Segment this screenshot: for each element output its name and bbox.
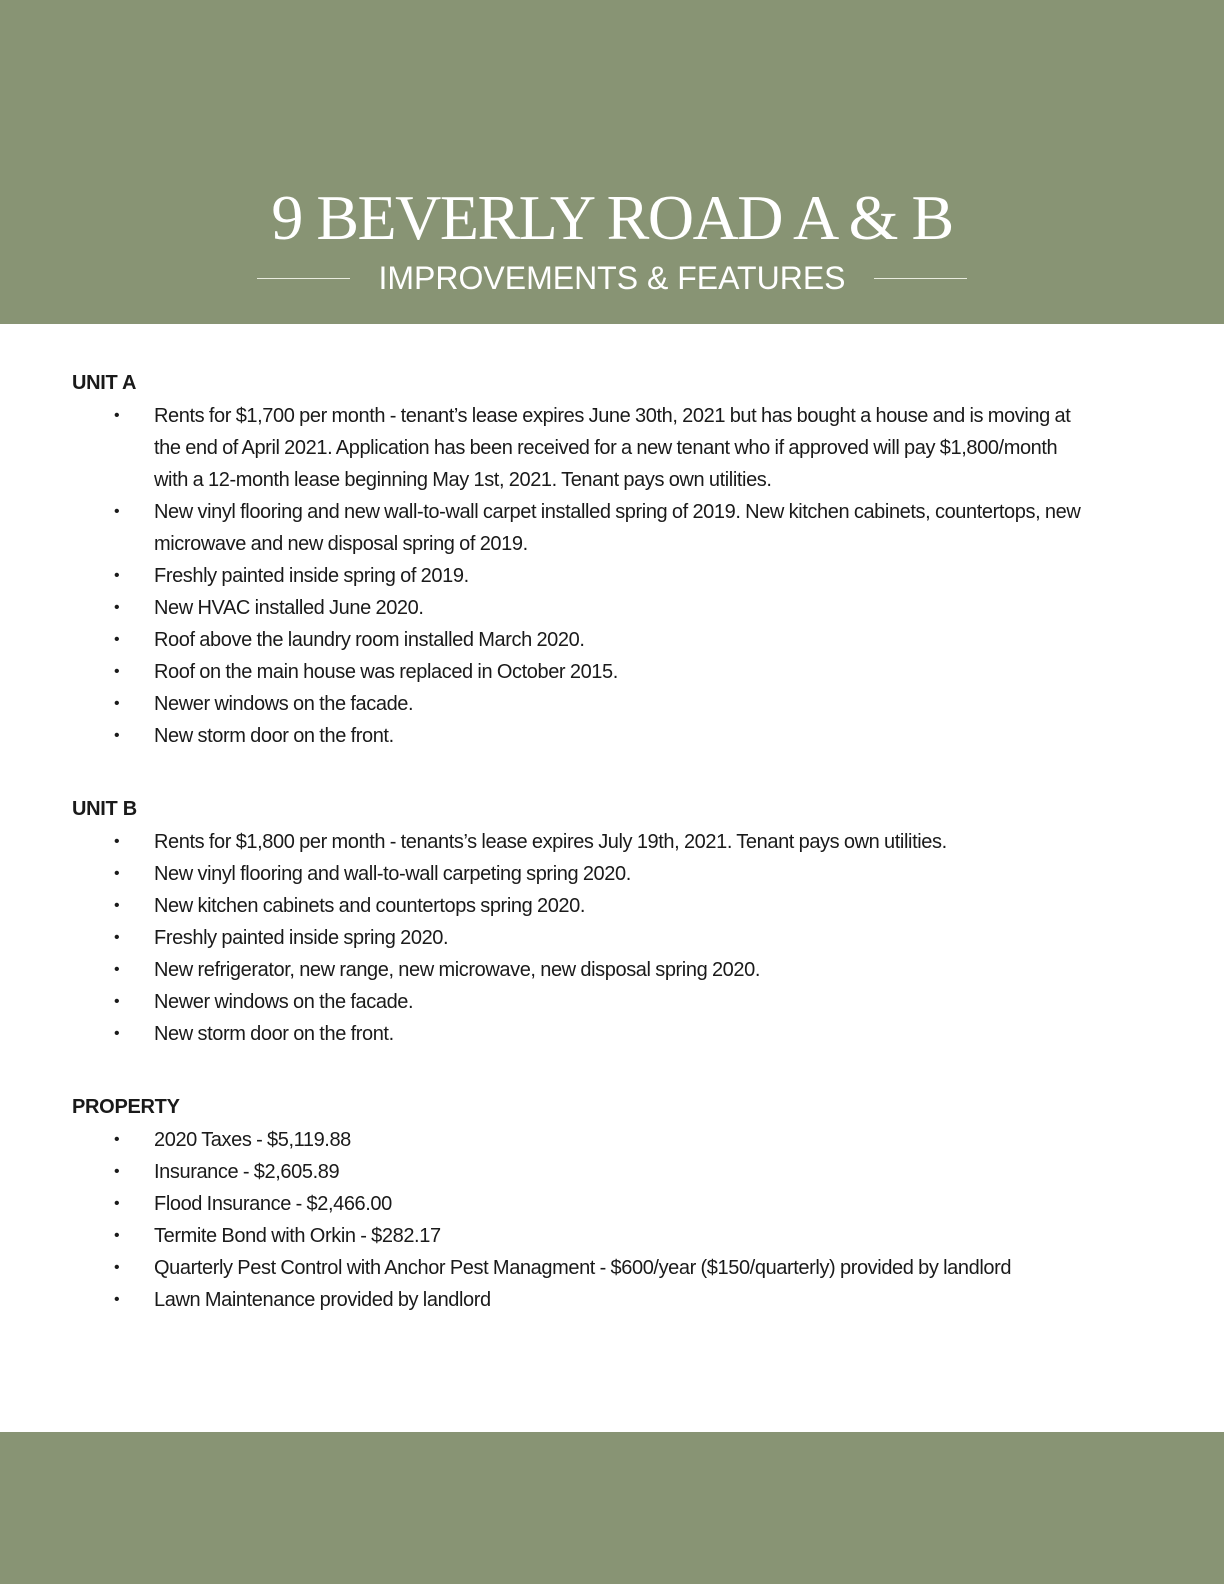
section-heading: UNIT A: [72, 372, 137, 394]
bullet-icon: •: [114, 1259, 120, 1276]
header-band: [0, 0, 1224, 324]
list-item: [72, 890, 1082, 922]
bullet-icon: •: [114, 929, 120, 946]
list-item-text: Roof on the main house was replaced in October 2015.: [154, 661, 618, 683]
list-item: [72, 1284, 1082, 1316]
list-item-text: Freshly painted inside spring 2020.: [154, 927, 449, 949]
list-item: [72, 592, 1082, 624]
section-gap: [72, 1050, 1082, 1092]
section-unit-b: [72, 794, 1082, 1050]
list-item-text: Insurance - $2,605.89: [154, 1161, 340, 1183]
bullet-icon: •: [114, 993, 120, 1010]
bullet-list: [72, 400, 1082, 752]
list-item-text: Flood Insurance - $2,466.00: [154, 1193, 392, 1215]
footer-band: [0, 1432, 1224, 1584]
bullet-icon: •: [114, 663, 120, 680]
list-item-text: New vinyl flooring and wall-to-wall carpeting spring 2020.: [154, 863, 631, 885]
list-item: [72, 624, 1082, 656]
bullet-icon: •: [114, 503, 120, 520]
section-property: [72, 1092, 1082, 1316]
bullet-icon: •: [114, 695, 120, 712]
content: [72, 368, 1082, 1316]
list-item-text: 2020 Taxes - $5,119.88: [154, 1129, 351, 1151]
list-item: [72, 496, 1082, 560]
list-item-text: New kitchen cabinets and countertops spring 2020.: [154, 895, 586, 917]
list-item-text: New HVAC installed June 2020.: [154, 597, 424, 619]
list-item-text: Newer windows on the facade.: [154, 693, 414, 715]
bullet-icon: •: [114, 1227, 120, 1244]
right-rule: [874, 278, 967, 279]
bullet-icon: •: [114, 865, 120, 882]
list-item-text: Newer windows on the facade.: [154, 991, 414, 1013]
list-item-text: New storm door on the front.: [154, 1023, 394, 1045]
section-heading: UNIT B: [72, 798, 137, 820]
list-item-text: New storm door on the front.: [154, 725, 394, 747]
list-item: [72, 922, 1082, 954]
bullet-list: [72, 826, 1082, 1050]
list-item: [72, 954, 1082, 986]
bullet-icon: •: [114, 897, 120, 914]
bullet-icon: •: [114, 1025, 120, 1042]
list-item-text: Rents for $1,700 per month - tenant’s lease expires June 30th, 2021 but has bought a house and is moving at the end of April 2021. Application has been received for a new tenant who if approved will pay $1,800/month with a 12-month lease beginning May 1st, 2021. Tenant pays own utilities.: [154, 405, 1071, 491]
list-item: [72, 1018, 1082, 1050]
subtitle-row: [0, 258, 1224, 298]
list-item-text: Rents for $1,800 per month - tenants’s lease expires July 19th, 2021. Tenant pays own utilities.: [154, 831, 947, 853]
list-item: [72, 1188, 1082, 1220]
list-item-text: Roof above the laundry room installed March 2020.: [154, 629, 585, 651]
list-item: [72, 1156, 1082, 1188]
list-item-text: Lawn Maintenance provided by landlord: [154, 1289, 491, 1311]
page-title: 9 BEVERLY ROAD A & B: [271, 182, 953, 253]
list-item: [72, 688, 1082, 720]
list-item: [72, 400, 1082, 496]
section-heading: PROPERTY: [72, 1096, 180, 1118]
left-rule: [257, 278, 350, 279]
bullet-icon: •: [114, 961, 120, 978]
bullet-icon: •: [114, 631, 120, 648]
bullet-icon: •: [114, 1291, 120, 1308]
list-item: [72, 858, 1082, 890]
list-item: [72, 1252, 1082, 1284]
bullet-list: [72, 1124, 1082, 1316]
bullet-icon: •: [114, 727, 120, 744]
list-item: [72, 826, 1082, 858]
bullet-icon: •: [114, 1163, 120, 1180]
bullet-icon: •: [114, 833, 120, 850]
list-item: [72, 560, 1082, 592]
page-subtitle: IMPROVEMENTS & FEATURES: [378, 260, 846, 296]
bullet-icon: •: [114, 567, 120, 584]
bullet-icon: •: [114, 1131, 120, 1148]
section-gap: [72, 752, 1082, 794]
bullet-icon: •: [114, 407, 120, 424]
section-unit-a: [72, 368, 1082, 752]
bullet-icon: •: [114, 599, 120, 616]
list-item: [72, 986, 1082, 1018]
list-item-text: Freshly painted inside spring of 2019.: [154, 565, 469, 587]
list-item: [72, 1124, 1082, 1156]
list-item-text: New vinyl flooring and new wall-to-wall carpet installed spring of 2019. New kitchen cabinets, countertops, new microwave and new disposal spring of 2019.: [154, 501, 1081, 555]
list-item-text: New refrigerator, new range, new microwave, new disposal spring 2020.: [154, 959, 760, 981]
list-item: [72, 656, 1082, 688]
list-item-text: Quarterly Pest Control with Anchor Pest Managment - $600/year ($150/quarterly) provided by landlord: [154, 1257, 1012, 1279]
list-item: [72, 720, 1082, 752]
list-item-text: Termite Bond with Orkin - $282.17: [154, 1225, 441, 1247]
bullet-icon: •: [114, 1195, 120, 1212]
list-item: [72, 1220, 1082, 1252]
